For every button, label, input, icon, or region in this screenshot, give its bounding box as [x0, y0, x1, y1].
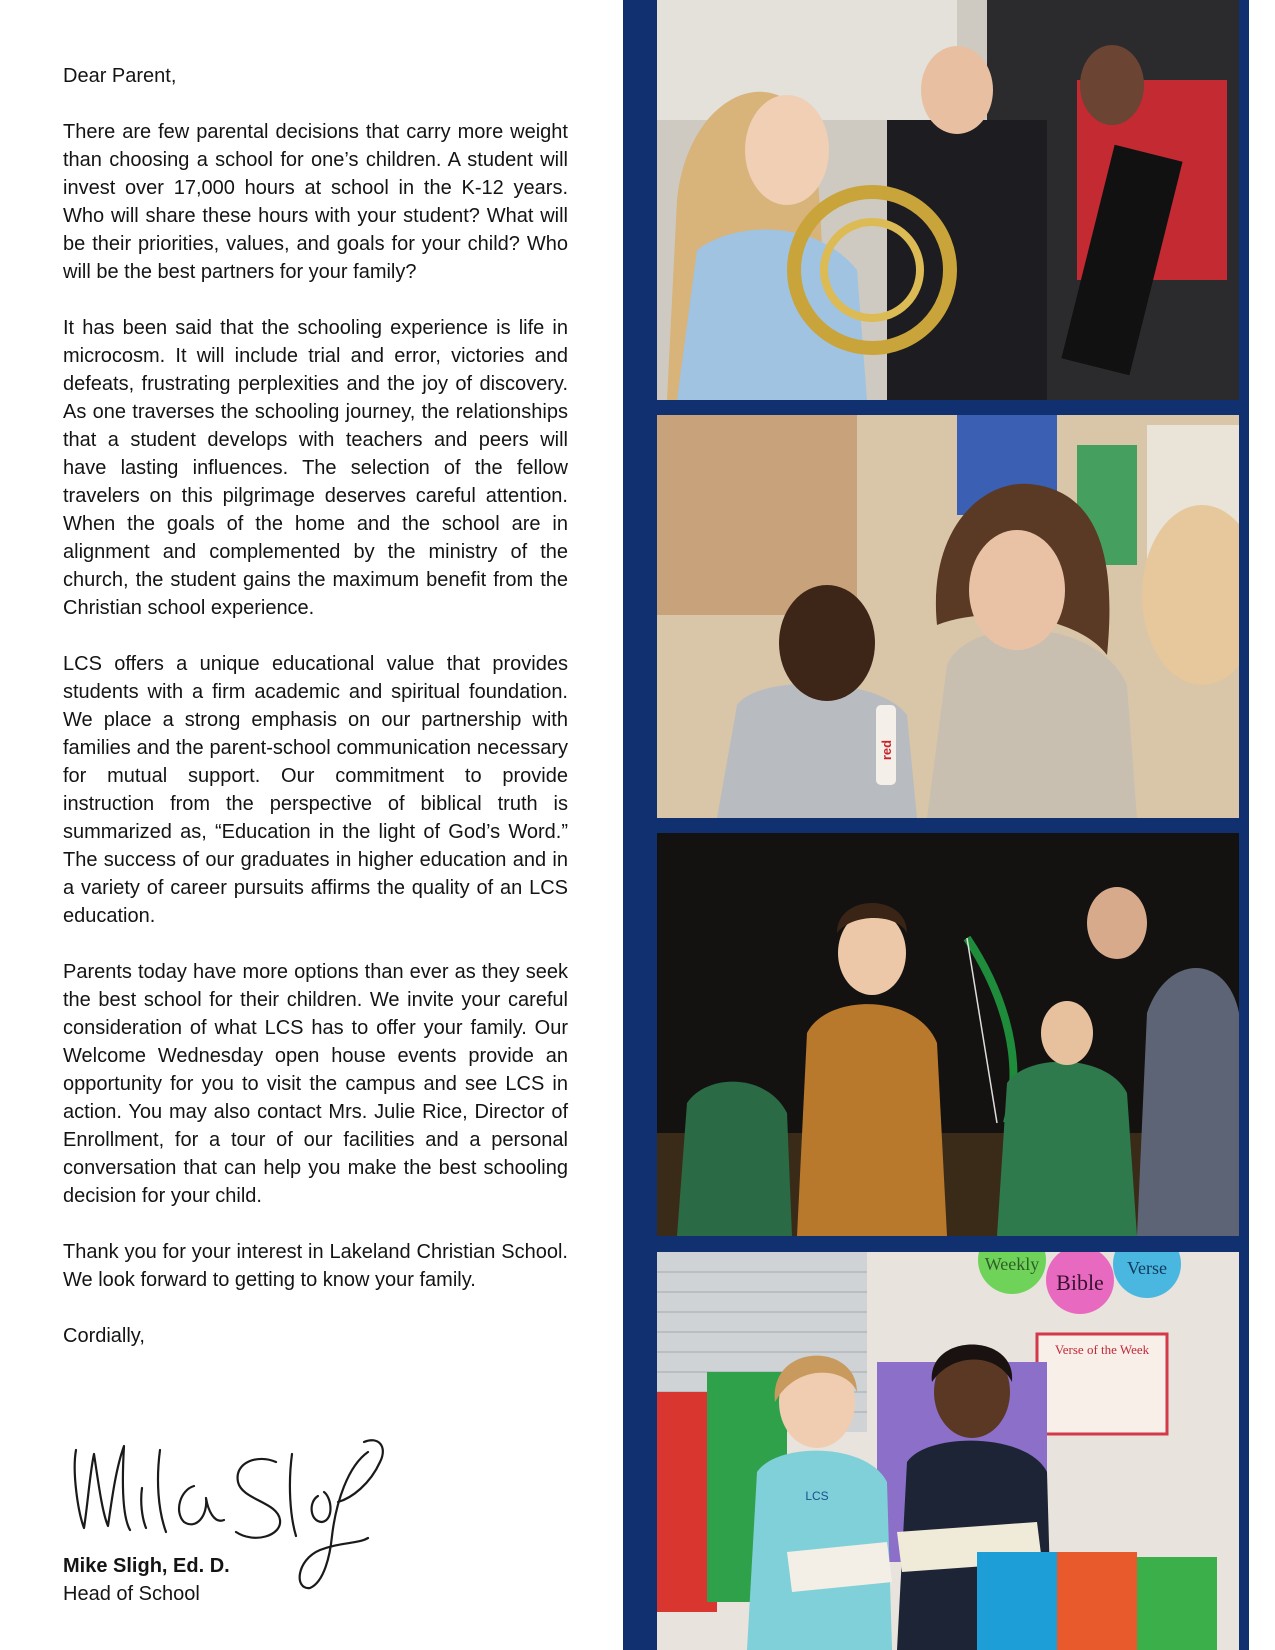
paragraph-4: Parents today have more options than ever as they seek the best school for their children. We invite your careful consideration of what LCS has to offer your family. Our Welcome Wednesday open house events provide an opportunity for you to visit the campus and see LCS in action. You may also contact Mrs. Julie Rice, Director of Enrollment, for a tour of our facilities and a personal conversation that can help you make the best schooling decision for your child. [63, 961, 568, 1207]
signer-name: Mike Sligh, Ed. D. [63, 1555, 230, 1577]
photo-teacher-and-student [657, 415, 1239, 818]
closing: Cordially, [63, 1325, 145, 1347]
photo-theater-performance [657, 833, 1239, 1236]
signer-title: Head of School [63, 1583, 200, 1605]
svg-text:Verse of the Week: Verse of the Week [1054, 1342, 1150, 1357]
svg-text:LCS: LCS [805, 1489, 829, 1503]
svg-text:Bible: Bible [1056, 1270, 1104, 1295]
svg-text:Verse: Verse [1127, 1258, 1167, 1278]
bottle-label: red [879, 739, 894, 761]
letter-body [63, 62, 568, 1350]
photo-band-students [657, 0, 1239, 400]
paragraph-3: LCS offers a unique educational value that provides students with a firm academic and spiritual foundation. We place a strong emphasis on our partnership with families and the parent-school communication necessary for mutual support. Our commitment to provide instruction from the perspective of biblical truth is summarized as, “Education in the light of God’s Word.” The success of our graduates in higher education and in a variety of career pursuits affirms the quality of an LCS education. [63, 653, 568, 927]
paragraph-5: Thank you for your interest in Lakeland Christian School. We look forward to getting to know your family. [63, 1241, 568, 1291]
paragraph-1: There are few parental decisions that carry more weight than choosing a school for one’s children. A student will invest over 17,000 hours at school in the K-12 years. Who will share these hours with your student? What will be their priorities, values, and goals for your child? Who will be the best partners for your family? [63, 121, 568, 283]
svg-text:Weekly: Weekly [984, 1254, 1040, 1274]
photo-students-reading [657, 1252, 1239, 1650]
photo-panel [623, 0, 1249, 1650]
paragraph-2: It has been said that the schooling experience is life in microcosm. It will include trial and error, victories and defeats, frustrating perplexities and the joy of discovery. As one traverses the schooling journey, the relationships that a student develops with teachers and peers will have lasting influences. The selection of the fellow travelers on this pilgrimage deserves careful attention. When the goals of the home and the school are in alignment and complemented by the ministry of the church, the student gains the maximum benefit from the Christian school experience. [63, 317, 568, 619]
salutation: Dear Parent, [63, 65, 177, 87]
